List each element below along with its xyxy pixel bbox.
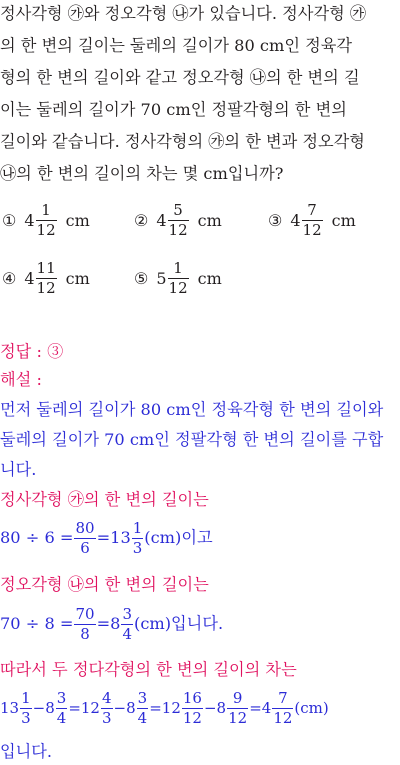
equals-sign: = bbox=[149, 699, 162, 717]
term-f-whole: 8 bbox=[216, 699, 227, 717]
choice-4-numerator: 11 bbox=[36, 259, 56, 277]
solution-intro-line-3: 니다. bbox=[0, 460, 37, 479]
choice-1-whole: 4 bbox=[24, 210, 35, 230]
question-line-4: 이는 둘레의 길이가 70 cm인 정팔각형의 한 변의 bbox=[0, 100, 347, 119]
step2-title: 정오각형 ㉯의 한 변의 길이는 bbox=[0, 575, 209, 594]
numerator: 3 bbox=[56, 688, 67, 707]
solution-closing: 입니다. bbox=[0, 742, 53, 761]
term-f-fraction bbox=[227, 688, 248, 727]
term-e-whole: 12 bbox=[161, 699, 181, 717]
numerator: 3 bbox=[122, 604, 132, 623]
choice-5-denominator: 12 bbox=[168, 279, 188, 297]
numerator: 1 bbox=[21, 688, 31, 707]
step2-tail: (cm)입니다. bbox=[134, 614, 224, 633]
solution-intro-line-1: 먼저 둘레의 길이가 80 cm인 정육각형 한 변의 길이와 bbox=[0, 400, 384, 419]
choice-5-mark: ⑤ bbox=[134, 268, 149, 288]
choice-3[interactable] bbox=[268, 203, 356, 238]
answer-colon: : bbox=[36, 342, 42, 361]
denominator: 8 bbox=[80, 624, 90, 643]
step2-result-fraction bbox=[121, 604, 133, 643]
choice-5-whole: 5 bbox=[156, 268, 167, 288]
numerator: 7 bbox=[278, 688, 288, 707]
term-b-whole: 8 bbox=[45, 699, 55, 717]
choice-2-denominator: 12 bbox=[168, 221, 188, 239]
term-g-fraction bbox=[272, 688, 293, 727]
answer-value: ③ bbox=[47, 342, 64, 361]
choice-5[interactable] bbox=[134, 261, 222, 296]
term-d-whole: 8 bbox=[126, 699, 136, 717]
term-e-fraction bbox=[182, 688, 203, 727]
denominator: 4 bbox=[137, 708, 148, 727]
choice-5-numerator: 1 bbox=[173, 259, 183, 277]
solution-label: 해설 bbox=[0, 370, 32, 389]
step1-lhs: 80 ÷ 6 = bbox=[0, 528, 74, 547]
term-c-whole: 12 bbox=[80, 699, 100, 717]
denominator: 3 bbox=[132, 538, 143, 557]
step3-title: 따라서 두 정다각형의 한 변의 길이의 차는 bbox=[0, 660, 297, 679]
denominator: 12 bbox=[273, 708, 293, 727]
question-line-5: 길이와 같습니다. 정사각형의 ㉮의 한 변과 정오각형 bbox=[0, 132, 365, 151]
choice-1-denominator: 12 bbox=[36, 221, 56, 239]
choice-2-fraction bbox=[168, 203, 189, 238]
step1-fraction bbox=[74, 518, 95, 557]
choice-4[interactable] bbox=[2, 261, 90, 296]
answer-label: 정답 bbox=[0, 342, 32, 361]
term-a-whole: 13 bbox=[0, 699, 20, 717]
denominator: 3 bbox=[101, 708, 112, 727]
numerator: 3 bbox=[137, 688, 148, 707]
step3-equation bbox=[0, 686, 400, 730]
denominator: 4 bbox=[122, 624, 132, 643]
choice-4-unit: cm bbox=[65, 268, 90, 288]
denominator: 6 bbox=[80, 538, 90, 557]
choice-4-whole: 4 bbox=[24, 268, 35, 288]
step1-result-fraction bbox=[132, 518, 144, 557]
denominator: 4 bbox=[56, 708, 67, 727]
step1-title: 정사각형 ㉮의 한 변의 길이는 bbox=[0, 490, 209, 509]
unit-tail: (cm) bbox=[294, 699, 329, 717]
choice-2-unit: cm bbox=[197, 210, 222, 230]
question-line-2: 의 한 변의 길이는 둘레의 길이가 80 cm인 정육각 bbox=[0, 36, 353, 55]
minus-sign: − bbox=[203, 699, 217, 717]
step1-result-whole: 13 bbox=[110, 528, 131, 547]
choice-3-denominator: 12 bbox=[302, 221, 322, 239]
question-line-3: 형의 한 변의 길이와 같고 정오각형 ㉯의 한 변의 길 bbox=[0, 68, 360, 87]
choice-2[interactable] bbox=[134, 203, 222, 238]
numerator: 1 bbox=[132, 518, 143, 537]
minus-sign: − bbox=[32, 699, 46, 717]
choice-4-denominator: 12 bbox=[36, 279, 56, 297]
choice-4-fraction bbox=[36, 261, 57, 296]
choice-3-fraction bbox=[302, 203, 323, 238]
solution-colon: : bbox=[36, 370, 42, 389]
solution-intro-line-2: 둘레의 길이가 70 cm인 정팔각형 한 변의 길이를 구합 bbox=[0, 430, 384, 449]
minus-sign: − bbox=[113, 699, 127, 717]
choice-1-numerator: 1 bbox=[41, 201, 51, 219]
denominator: 3 bbox=[21, 708, 31, 727]
choice-2-numerator: 5 bbox=[173, 201, 183, 219]
choice-3-numerator: 7 bbox=[307, 201, 317, 219]
numerator: 70 bbox=[75, 604, 95, 623]
step1-tail: (cm)이고 bbox=[144, 528, 213, 547]
numerator: 80 bbox=[75, 518, 95, 537]
term-a-fraction bbox=[20, 688, 32, 727]
step2-equation bbox=[0, 602, 400, 646]
step1-eq: = bbox=[96, 528, 111, 547]
choice-5-fraction bbox=[168, 261, 189, 296]
choice-1-mark: ① bbox=[2, 210, 17, 230]
term-b-fraction bbox=[56, 688, 68, 727]
step2-eq: = bbox=[96, 614, 111, 633]
question-line-6: ㉯의 한 변의 길이의 차는 몇 cm입니까? bbox=[0, 164, 284, 183]
choice-3-mark: ③ bbox=[268, 210, 283, 230]
denominator: 12 bbox=[182, 708, 202, 727]
choice-2-mark: ② bbox=[134, 210, 149, 230]
answer-line bbox=[0, 341, 400, 363]
choice-1[interactable] bbox=[2, 203, 90, 238]
step2-lhs: 70 ÷ 8 = bbox=[0, 614, 74, 633]
term-g-whole: 4 bbox=[261, 699, 272, 717]
choice-5-unit: cm bbox=[197, 268, 222, 288]
question-line-1: 정사각형 ㉮와 정오각형 ㉯가 있습니다. 정사각형 ㉮ bbox=[0, 4, 367, 23]
term-c-fraction bbox=[101, 688, 113, 727]
step1-equation bbox=[0, 516, 400, 560]
step2-fraction bbox=[74, 604, 95, 643]
choice-1-unit: cm bbox=[65, 210, 90, 230]
numerator: 9 bbox=[232, 688, 243, 707]
choice-3-whole: 4 bbox=[290, 210, 301, 230]
choice-1-fraction bbox=[36, 203, 57, 238]
choice-4-mark: ④ bbox=[2, 268, 17, 288]
numerator: 16 bbox=[182, 688, 202, 707]
term-d-fraction bbox=[137, 688, 149, 727]
choice-2-whole: 4 bbox=[156, 210, 167, 230]
solution-heading bbox=[0, 369, 400, 391]
denominator: 12 bbox=[228, 708, 248, 727]
choice-3-unit: cm bbox=[331, 210, 356, 230]
equals-sign: = bbox=[68, 699, 81, 717]
equals-sign: = bbox=[249, 699, 262, 717]
numerator: 4 bbox=[101, 688, 112, 707]
step2-result-whole: 8 bbox=[110, 614, 121, 633]
